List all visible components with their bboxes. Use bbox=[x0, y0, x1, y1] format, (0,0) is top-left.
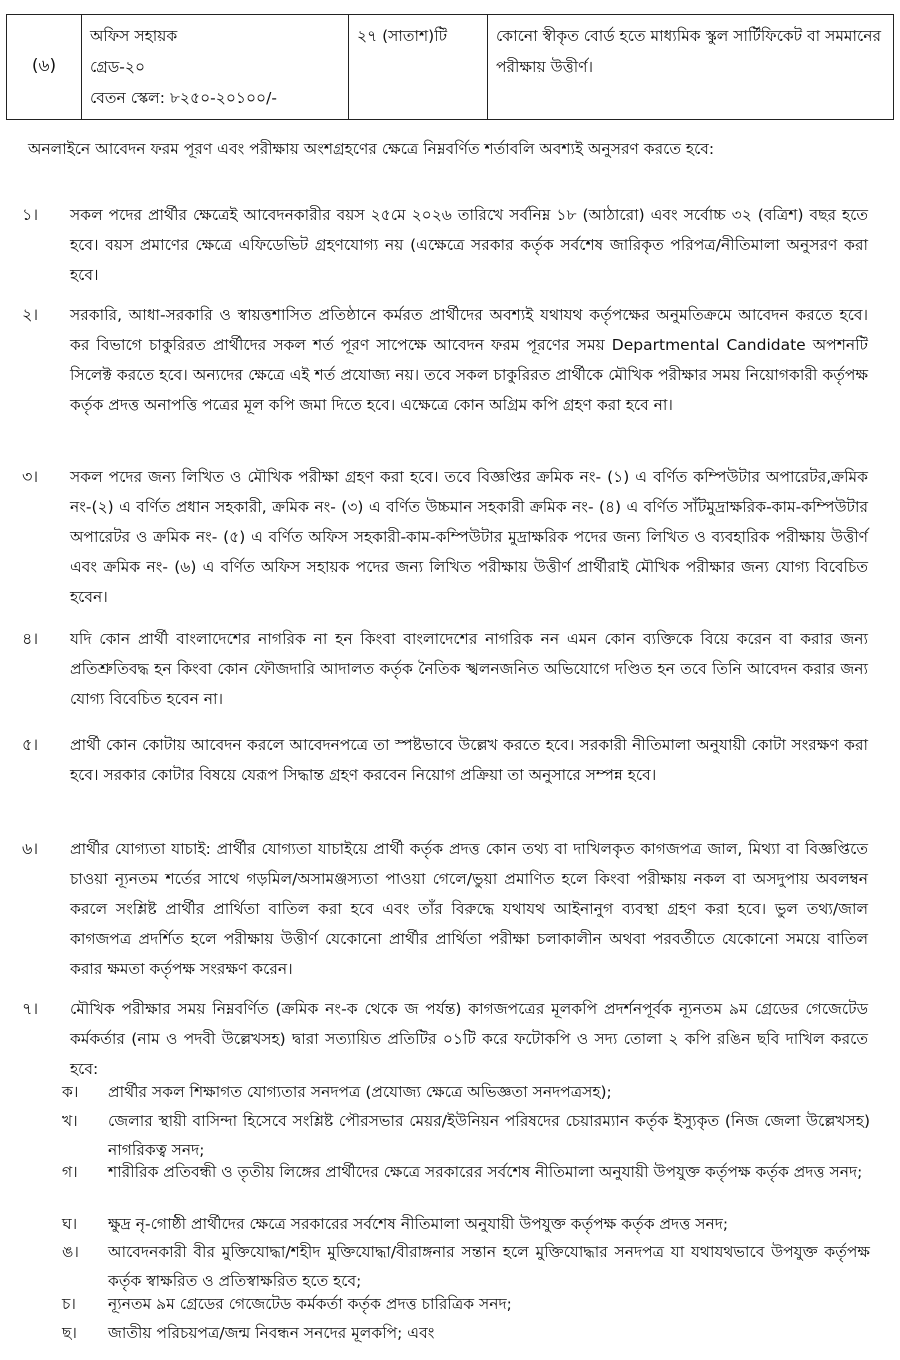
document-text: ন্যূনতম ৯ম গ্রেডের গেজেটেড কর্মকর্তা কর্তৃক প্রদত্ত চারিত্রিক সনদ; bbox=[108, 1295, 512, 1313]
condition-number: ২। bbox=[22, 305, 39, 324]
condition-text: সকল পদের প্রার্থীর ক্ষেত্রেই আবেদনকারীর বয়স ২৫মে ২০২৬ তারিখে সর্বনিম্ন ১৮ (আঠারো) এবং সর্বোচ্চ ৩২ (বত্রিশ) বছর হতে হবে। বয়স প্রমাণের ক্ষেত্রে এফিডেভিট গ্রহণযোগ্য নয় (এক্ষেত্রে সরকার কর্তৃক সর্বশেষ জারিকৃত পরিপত্র/নীতিমালা অনুসরণ করা হবে। bbox=[70, 206, 868, 284]
condition-number: ৪। bbox=[22, 629, 39, 648]
document-mark: ঙ। bbox=[62, 1243, 79, 1261]
intro-text: অনলাইনে আবেদন ফরম পূরণ এবং পরীক্ষায় অংশগ্রহণের ক্ষেত্রে নিম্নবর্ণিত শর্তাবলি অবশ্যই অনুসরণ করতে হবে: bbox=[28, 140, 715, 158]
post-table bbox=[6, 14, 894, 120]
document-mark: গ। bbox=[62, 1163, 78, 1181]
condition-number: ৬। bbox=[22, 839, 39, 858]
condition-text: মৌখিক পরীক্ষার সময় নিম্নবর্ণিত (ক্রমিক নং-ক থেকে জ পর্যন্ত) কাগজপত্রের মূলকপি প্রদর্শনপূর্বক ন্যূনতম ৯ম গ্রেডের গেজেটেড কর্মকর্তার (নাম ও পদবী উল্লেখসহ) দ্বারা সত্যায়িত প্রতিটির ০১টি করে ফটোকপি ও সদ্য তোলা ২ কপি রঙিন ছবি দাখিল করতে হবে: bbox=[70, 1000, 868, 1078]
condition-text: প্রার্থী কোন কোটায় আবেদন করলে আবেদনপত্রে তা স্পষ্টভাবে উল্লেখ করতে হবে। সরকারী নীতিমালা অনুযায়ী কোটা সংরক্ষণ করা হবে। সরকার কোটার বিষয়ে যেরূপ সিদ্ধান্ত গ্রহণ করবেন নিয়োগ প্রক্রিয়া তা অনুসারে সম্পন্ন হবে। bbox=[70, 736, 868, 784]
post-grade: গ্রেড-২০ bbox=[90, 58, 146, 76]
document-text: জেলার স্থায়ী বাসিন্দা হিসেবে সংশ্লিষ্ট পৌরসভার মেয়র/ইউনিয়ন পরিষদের চেয়ারম্যান কর্তৃক ইস্যুকৃত (নিজ জেলা উল্লেখসহ) নাগরিকত্ব সনদ; bbox=[108, 1112, 870, 1159]
document-text: শারীরিক প্রতিবন্ধী ও তৃতীয় লিঙ্গের প্রার্থীদের ক্ষেত্রে সরকারের সর্বশেষ নীতিমালা অনুযায়ী উপযুক্ত কর্তৃপক্ষ কর্তৃক প্রদত্ত সনদ; bbox=[108, 1163, 863, 1181]
document-mark: চ। bbox=[62, 1295, 76, 1313]
document-mark: ঘ। bbox=[62, 1215, 78, 1233]
document-text: জাতীয় পরিচয়পত্র/জন্ম নিবন্ধন সনদের মূলকপি; এবং bbox=[108, 1324, 435, 1342]
condition-number: ৫। bbox=[22, 735, 39, 754]
condition-text: সরকারি, আধা-সরকারি ও স্বায়ত্তশাসিত প্রতিষ্ঠানে কর্মরত প্রার্থীদের অবশ্যই যথাযথ কর্তৃপক্ষের অনুমতিক্রমে আবেদন করতে হবে। কর বিভাগে চাকুরিরত প্রার্থীদের সকল শর্ত পূরণ সাপেক্ষে আবেদন ফরম পূরণের সময় Departmental Candidate অপশনটি সিলেক্ট করতে হবে। অন্যদের ক্ষেত্রে এই শর্ত প্রযোজ্য নয়। তবে সকল চাকুরিরত প্রার্থীকে মৌখিক পরীক্ষার সময় নিয়োগকারী কর্তৃপক্ষ কর্তৃক প্রদত্ত অনাপত্তি পত্রের মূল কপি জমা দিতে হবে। এক্ষেত্রে কোন অগ্রিম কপি গ্রহণ করা হবে না। bbox=[70, 306, 868, 414]
document-mark: ক। bbox=[62, 1083, 79, 1101]
pay-scale: বেতন স্কেল: ৮২৫০-২০১০০/- bbox=[90, 89, 277, 107]
post-count: ২৭ (সাতাশ)টি bbox=[357, 27, 448, 45]
document-mark: ছ। bbox=[62, 1324, 77, 1342]
document-text: প্রার্থীর সকল শিক্ষাগত যোগ্যতার সনদপত্র (প্রযোজ্য ক্ষেত্রে অভিজ্ঞতা সনদপত্রসহ); bbox=[108, 1083, 612, 1101]
post-count-cell bbox=[349, 15, 488, 120]
document-text: ক্ষুদ্র নৃ-গোষ্ঠী প্রার্থীদের ক্ষেত্রে সরকারের সর্বশেষ নীতিমালা অনুযায়ী উপযুক্ত কর্তৃপক্ষ কর্তৃক প্রদত্ত সনদ; bbox=[108, 1215, 729, 1233]
post-name-cell bbox=[82, 15, 349, 120]
condition-text: যদি কোন প্রার্থী বাংলাদেশের নাগরিক না হন কিংবা বাংলাদেশের নাগরিক নন এমন কোন ব্যক্তিকে বিয়ে করেন বা করার জন্য প্রতিশ্রুতিবদ্ধ হন কিংবা কোন ফৌজদারি আদালত কর্তৃক নৈতিক স্খলনজনিত অভিযোগে দণ্ডিত হন তবে তিনি আবেদন করার জন্য যোগ্য বিবেচিত হবেন না। bbox=[70, 630, 868, 708]
condition-text: সকল পদের জন্য লিখিত ও মৌখিক পরীক্ষা গ্রহণ করা হবে। তবে বিজ্ঞপ্তির ক্রমিক নং- (১) এ বর্ণিত কম্পিউটার অপারেটর,ক্রমিক নং-(২) এ বর্ণিত প্রধান সহকারী, ক্রমিক নং- (৩) এ বর্ণিত উচ্চমান সহকারী ক্রমিক নং- (৪) এ বর্ণিত সাঁটমুদ্রাক্ষরিক-কাম-কম্পিউটার অপারেটর ও ক্রমিক নং- (৫) এ বর্ণিত অফিস সহকারী-কাম-কম্পিউটার মুদ্রাক্ষরিক পদের জন্য লিখিত ও ব্যবহারিক পরীক্ষায় উত্তীর্ণ এবং ক্রমিক নং- (৬) এ বর্ণিত অফিস সহায়ক পদের জন্য লিখিত পরীক্ষায় উত্তীর্ণ প্রার্থীরাই মৌখিক পরীক্ষার জন্য যোগ্য বিবেচিত হবেন। bbox=[70, 468, 868, 606]
document-text: আবেদনকারী বীর মুক্তিযোদ্ধা/শহীদ মুক্তিযোদ্ধা/বীরাঙ্গনার সন্তান হলে মুক্তিযোদ্ধার সনদপত্র যা যথাযথভাবে উপযুক্ত কর্তৃপক্ষ কর্তৃক স্বাক্ষরিত ও প্রতিস্বাক্ষরিত হতে হবে; bbox=[108, 1243, 870, 1290]
document-mark: খ। bbox=[62, 1112, 78, 1130]
table-row bbox=[7, 15, 894, 120]
condition-number: ৭। bbox=[22, 999, 39, 1018]
condition-number: ১। bbox=[22, 205, 39, 224]
serial-cell: (৬) bbox=[7, 15, 82, 120]
qualification-cell: কোনো স্বীকৃত বোর্ড হতে মাধ্যমিক স্কুল সার্টিফিকেট বা সমমানের পরীক্ষায় উত্তীর্ণ। bbox=[488, 15, 894, 120]
condition-text: প্রার্থীর যোগ্যতা যাচাই: প্রার্থীর যোগ্যতা যাচাইয়ে প্রার্থী কর্তৃক প্রদত্ত কোন তথ্য বা দাখিলকৃত কাগজপত্র জাল, মিথ্যা বা বিজ্ঞপ্তিতে চাওয়া ন্যূনতম শর্তের সাথে গড়মিল/অসামঞ্জস্যতা পাওয়া গেলে/ভুয়া প্রমাণিত হলে কিংবা পরীক্ষায় নকল বা অসদুপায় অবলম্বন করলে সংশ্লিষ্ট প্রার্থীর প্রার্থিতা বাতিল করা হবে এবং তাঁর বিরুদ্ধে যথাযথ আইনানুগ ব্যবস্থা গ্রহণ করা হবে। ভুল তথ্য/জাল কাগজপত্র প্রদর্শিত হলে পরীক্ষায় উত্তীর্ণ যেকোনো প্রার্থীর প্রার্থিতা পরীক্ষা চলাকালীন অথবা পরবর্তীতে যেকোনো সময়ে বাতিল করার ক্ষমতা কর্তৃপক্ষ সংরক্ষণ করেন। bbox=[70, 840, 868, 978]
post-name: অফিস সহায়ক bbox=[90, 27, 178, 45]
condition-number: ৩। bbox=[22, 467, 39, 486]
